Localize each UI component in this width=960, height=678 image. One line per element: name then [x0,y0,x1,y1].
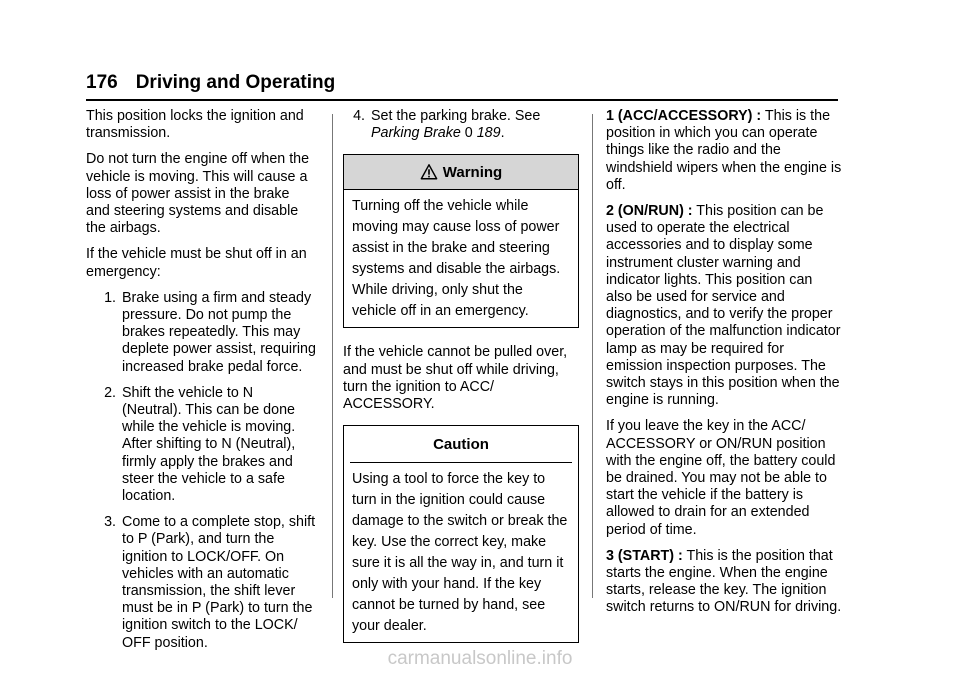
step-number: 3. [104,514,116,531]
paragraph-start-position: 3 (START) : This is the position that starts the engine. When the engine starts, release the key. The ignition switch returns to ON/RUN for driving. [606,547,842,616]
paragraph-on-position: 2 (ON/RUN) : This position can be used to operate the electrical accessories and to display some instrument cluster warning and indicator lights. This position can also be used for service and diagnostics, and to verify the proper operation of the malfunction indicator lamp as may be required for emission inspection purposes. The switch stays in this position when the engine is running. [606,203,841,409]
emergency-steps [86,290,316,652]
step-number: 1. [104,289,116,306]
step-number: 2. [104,384,116,401]
paragraph-engine-off-warning: Do not turn the engine off when the vehicle is moving. This will cause a loss of power assist in the brake and steering systems and disable the airbags. [86,151,310,237]
paragraph-emergency: If the vehicle must be shut off in an emergency: [86,246,307,280]
paragraph-lock: This position locks the ignition and transmission. [86,108,304,142]
warning-triangle-icon [420,163,438,181]
list-item [86,514,316,652]
list-item [343,108,579,142]
caution-body: Using a tool to force the key to turn in the ignition could cause damage to the switch or break the key. Use the correct key, make sure it is all the way in, and turn it only with your hand. If the key cannot be turned by hand, see your dealer. [352,471,568,635]
step-number: 4. [353,108,365,124]
section-title: Driving and Operating [135,72,336,93]
parking-brake-link[interactable]: Parking Brake [371,125,461,142]
warning-title: Warning [442,163,503,181]
column-2 [343,108,579,659]
column-divider-2 [592,114,593,598]
caution-box [343,425,579,643]
list-item [86,385,316,505]
emergency-steps-continued [343,108,579,142]
step-text: Come to a complete stop, shift to P (Park), and turn the ignition to LOCK/OFF. On vehicles with an automatic transmission, the shift lever must be in P (Park) to turn the ignition switch to the LOCK/ OFF position. [122,514,316,651]
header-rule [86,99,838,101]
warning-body: Turning off the vehicle while moving may cause loss of power assist in the brake and steering systems and disable the airbags. While driving, only shut the vehicle off in an emergency. [352,198,561,320]
caution-header [344,426,578,462]
reference-page: 189 [476,125,501,142]
column-1 [86,108,316,661]
paragraph-acc-position: 1 (ACC/ACCESSORY) : This is the position in which you can operate things like the radio and the windshield wipers when the engine is off. [606,108,842,193]
warning-header [344,155,578,190]
page-header [86,72,838,94]
column-3 [606,108,842,626]
acc-label: 1 (ACC/ACCESSORY) : [606,108,762,124]
page-number: 176 [86,72,118,93]
step-text: Set the parking brake. See Parking Brake 0 189. [371,108,541,142]
list-item [86,290,316,376]
on-label: 2 (ON/RUN) : [606,203,693,220]
column-divider-1 [332,114,333,598]
step-text: Shift the vehicle to N (Neutral). This can be done while the vehicle is moving. After shifting to N (Neutral), firmly apply the brakes and steer the vehicle to a safe location. [122,384,296,505]
step-text: Brake using a firm and steady pressure. Do not pump the brakes repeatedly. This may deplete power assist, requiring increased brake pedal force. [122,289,316,375]
warning-box [343,154,579,328]
start-label: 3 (START) : [606,547,683,564]
page-reference-icon: 0 [464,125,473,142]
caution-title: Caution [433,435,489,453]
paragraph-battery: If you leave the key in the ACC/ ACCESSORY or ON/RUN position with the engine off, the battery could be drained. You may not be able to start the vehicle if the battery is allowed to drain for an extended period of time. [606,418,836,538]
watermark: carmanualsonline.info [387,648,573,669]
paragraph-acc: If the vehicle cannot be pulled over, and must be shut off while driving, turn the ignition to ACC/ ACCESSORY. [343,344,568,413]
